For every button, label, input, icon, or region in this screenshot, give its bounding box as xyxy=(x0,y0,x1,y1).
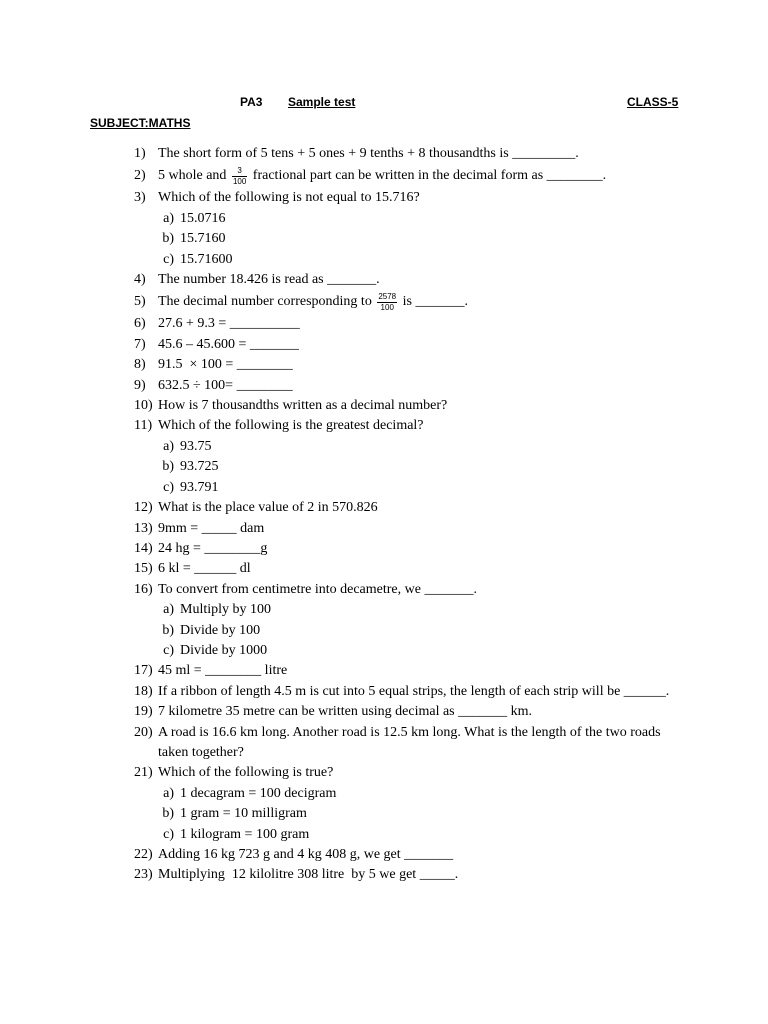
question-text: Which of the following is true? xyxy=(158,765,334,781)
question-number: 3) xyxy=(134,190,146,206)
question-item xyxy=(134,290,694,314)
question-item xyxy=(134,188,694,208)
option-label: a) xyxy=(163,602,174,618)
question-item xyxy=(134,416,694,436)
question-text: The short form of 5 tens + 5 ones + 9 tenths + 8 thousandths is _________. xyxy=(158,146,579,161)
question-text: The number 18.426 is read as _______. xyxy=(158,272,380,288)
option-text: 15.7160 xyxy=(180,231,226,247)
fraction xyxy=(377,292,397,313)
test-title: Sample test xyxy=(288,95,356,109)
question-item xyxy=(134,539,694,559)
option-label: b) xyxy=(162,806,174,822)
question-item xyxy=(134,396,694,416)
option-label: a) xyxy=(163,785,174,801)
question-number: 20) xyxy=(134,724,153,740)
answer-option xyxy=(134,804,694,824)
question-number: 10) xyxy=(134,398,153,414)
question-number: 15) xyxy=(134,561,153,577)
question-item xyxy=(134,376,694,396)
question-text: What is the place value of 2 in 570.826 xyxy=(158,500,378,516)
question-item xyxy=(134,865,694,885)
question-number: 22) xyxy=(134,847,153,862)
fraction-denominator: 100 xyxy=(380,302,394,312)
fraction-denominator: 100 xyxy=(232,176,247,186)
question-text: Adding 16 kg 723 g and 4 kg 408 g, we get _______ xyxy=(158,847,454,862)
question-text: 5 whole and $\frac{3}{100}$ fractional part can be written in the decimal form as ________. xyxy=(158,165,607,186)
question-text: 6 kl = ______ dl xyxy=(158,561,251,577)
question-text: 632.5 ÷ 100= ________ xyxy=(158,377,293,393)
fraction-numerator: 2578 xyxy=(378,291,397,301)
question-text: 45 ml = ________ litre xyxy=(158,663,288,679)
question-text: Multiplying 12 kilolitre 308 litre by 5 we get _____. xyxy=(158,867,459,883)
option-label: a) xyxy=(163,438,174,454)
option-text: 93.75 xyxy=(180,438,212,454)
question-item xyxy=(134,314,694,334)
option-text: 15.71600 xyxy=(180,251,233,267)
answer-option xyxy=(134,784,694,804)
question-number: 19) xyxy=(134,704,153,720)
question-number: 9) xyxy=(134,377,146,393)
option-text: 15.0716 xyxy=(180,210,226,226)
option-text: Multiply by 100 xyxy=(180,602,272,618)
question-item xyxy=(134,335,694,355)
option-text: 93.791 xyxy=(180,479,219,495)
question-item xyxy=(134,702,694,722)
answer-option xyxy=(134,600,694,620)
fraction xyxy=(232,166,247,187)
question-text: Which of the following is not equal to 15.716? xyxy=(158,190,420,206)
answer-option xyxy=(134,478,694,498)
question-item xyxy=(134,845,694,865)
question-item xyxy=(134,164,694,188)
answer-option xyxy=(134,825,694,845)
answer-option xyxy=(134,621,694,641)
question-item xyxy=(134,723,694,764)
answer-option xyxy=(134,229,694,249)
option-label: c) xyxy=(163,479,174,495)
question-text: A road is 16.6 km long. Another road is 12.5 km long. What is the length of the two roads taken together? xyxy=(158,724,661,760)
question-number: 14) xyxy=(134,540,153,556)
option-label: c) xyxy=(163,826,174,842)
question-number: 21) xyxy=(134,765,153,781)
answer-option xyxy=(134,457,694,477)
question-number: 11) xyxy=(134,418,153,434)
question-number: 13) xyxy=(134,520,153,536)
question-item xyxy=(134,519,694,539)
option-label: c) xyxy=(163,251,174,267)
question-number: 7) xyxy=(134,336,146,352)
question-text: 9mm = _____ dam xyxy=(158,520,265,536)
question-item xyxy=(134,763,694,783)
question-text: If a ribbon of length 4.5 m is cut into 5 equal strips, the length of each strip will be ______. xyxy=(158,683,670,699)
option-label: b) xyxy=(162,459,174,475)
question-number: 12) xyxy=(134,500,153,516)
question-number: 8) xyxy=(134,357,146,373)
option-text: 1 kilogram = 100 gram xyxy=(180,826,310,842)
question-text: 45.6 – 45.600 = _______ xyxy=(158,336,299,352)
question-number: 18) xyxy=(134,683,153,699)
option-text: 1 gram = 10 milligram xyxy=(180,806,307,822)
answer-option xyxy=(134,641,694,661)
question-list xyxy=(134,144,694,886)
question-text: 7 kilometre 35 metre can be written using decimal as _______ km. xyxy=(158,704,533,720)
question-item xyxy=(134,355,694,375)
option-label: c) xyxy=(163,642,174,658)
fraction-numerator: 3 xyxy=(232,166,247,177)
question-item xyxy=(134,498,694,518)
question-text: Which of the following is the greatest decimal? xyxy=(158,418,424,434)
question-number: 17) xyxy=(134,663,153,679)
test-code: PA3 xyxy=(240,95,263,109)
question-item xyxy=(134,144,694,164)
question-number: 4) xyxy=(134,272,146,288)
question-text: 24 hg = ________g xyxy=(158,540,268,556)
subject-label: SUBJECT:MATHS xyxy=(90,116,191,130)
question-number: 2) xyxy=(134,168,146,184)
option-text: Divide by 1000 xyxy=(180,642,268,658)
option-text: 1 decagram = 100 decigram xyxy=(180,785,337,801)
question-text: To convert from centimetre into decametre, we _______. xyxy=(158,581,477,597)
question-number: 6) xyxy=(134,316,146,332)
option-label: a) xyxy=(163,210,174,226)
option-text: Divide by 100 xyxy=(180,622,261,638)
question-number: 1) xyxy=(134,146,146,161)
question-number: 16) xyxy=(134,581,153,597)
answer-option xyxy=(134,209,694,229)
question-item xyxy=(134,682,694,702)
class-label: CLASS-5 xyxy=(627,95,679,109)
question-item xyxy=(134,580,694,600)
question-text: 27.6 + 9.3 = __________ xyxy=(158,316,300,332)
option-text: 93.725 xyxy=(180,459,219,475)
answer-option xyxy=(134,250,694,270)
question-item xyxy=(134,559,694,579)
question-number: 23) xyxy=(134,867,153,883)
question-text: How is 7 thousandths written as a decimal number? xyxy=(158,398,448,414)
question-text: The decimal number corresponding to $\frac{2578}{100}$ is _______. xyxy=(158,291,468,312)
option-label: b) xyxy=(162,622,174,638)
answer-option xyxy=(134,437,694,457)
question-item xyxy=(134,661,694,681)
question-item xyxy=(134,270,694,290)
option-label: b) xyxy=(162,231,174,247)
question-text: 91.5 × 100 = ________ xyxy=(158,357,293,373)
question-number: 5) xyxy=(134,294,146,310)
